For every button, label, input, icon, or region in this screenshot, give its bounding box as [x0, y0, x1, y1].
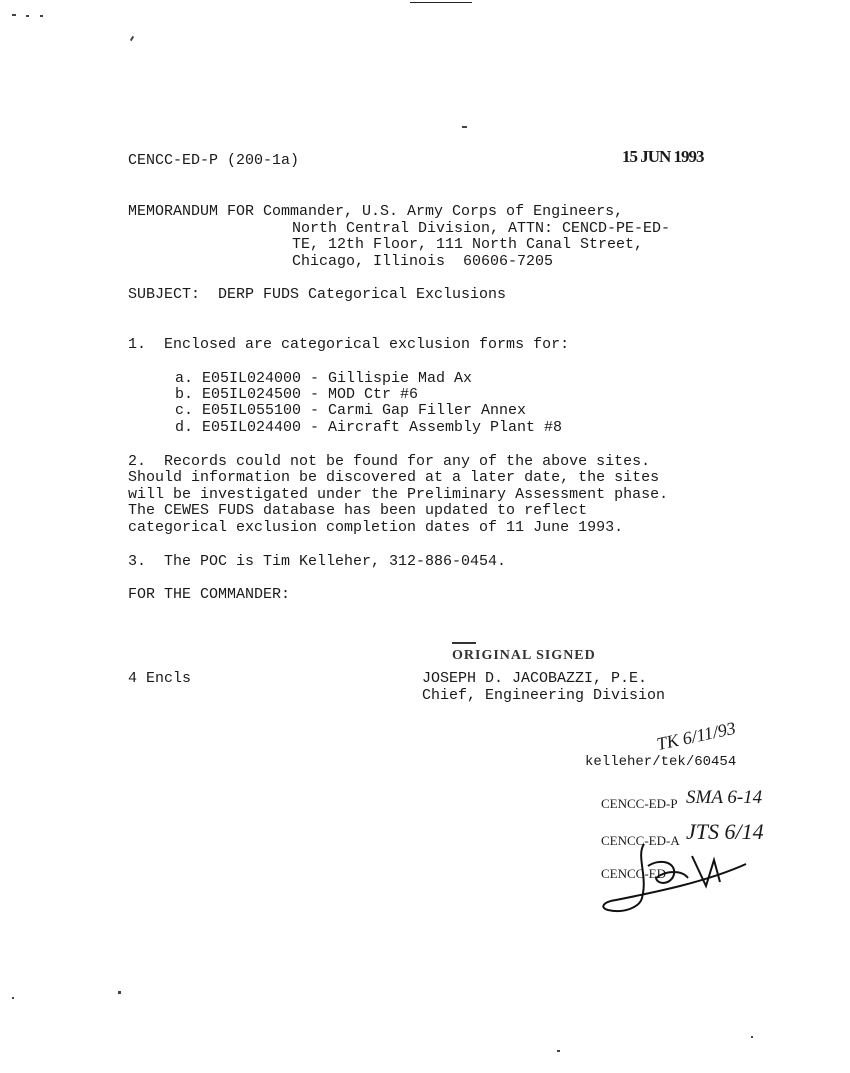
coord-office-2: CENCC-ED-A [601, 833, 680, 848]
site-item-d: d. E05IL024400 - Aircraft Assembly Plant #8 [175, 419, 563, 436]
signer-name: JOSEPH D. JACOBAZZI, P.E. [422, 670, 648, 687]
scan-line [410, 2, 472, 3]
coord-office-3: CENCC-ED [601, 866, 666, 881]
site-item-c: c. E05IL055100 - Carmi Gap Filler Annex [175, 402, 527, 419]
scan-speck [130, 36, 134, 41]
for-the-commander: FOR THE COMMANDER: [128, 586, 291, 603]
paragraph-3: 3. The POC is Tim Kelleher, 312-886-0454. [128, 553, 507, 570]
paragraph-2-line: 2. Records could not be found for any of the above sites. [128, 453, 651, 470]
coord-initials-1: SMA 6-14 [686, 787, 763, 808]
addressee-line-3: TE, 12th Floor, 111 North Canal Street, [292, 236, 644, 253]
signer-title: Chief, Engineering Division [422, 687, 666, 704]
handwritten-signature-scribble [596, 819, 796, 916]
paragraph-2-line: categorical exclusion completion dates of 11 June 1993. [128, 519, 624, 536]
memorandum-for-line: MEMORANDUM FOR Commander, U.S. Army Corps of Engineers, [128, 203, 624, 220]
author-line: kelleher/tek/60454 [585, 754, 737, 770]
stamp-strike-line [452, 642, 476, 644]
paragraph-2-line: The CEWES FUDS database has been updated to reflect [128, 502, 588, 519]
enclosures: 4 Encls [128, 670, 192, 687]
paragraph-2-line: will be investigated under the Preliminary Assessment phase. [128, 486, 669, 503]
site-item-b: b. E05IL024500 - MOD Ctr #6 [175, 386, 419, 403]
handwritten-initials-date: TK 6/11/93 [654, 717, 738, 755]
office-symbol: CENCC-ED-P (200-1a) [128, 152, 300, 169]
addressee-line-2: North Central Division, ATTN: CENCD-PE-ED- [292, 220, 671, 237]
scan-speck [40, 15, 43, 17]
scan-speck [557, 1050, 560, 1052]
site-item-a: a. E05IL024000 - Gillispie Mad Ax [175, 370, 473, 387]
subject-line: SUBJECT: DERP FUDS Categorical Exclusions [128, 286, 507, 303]
scan-speck [26, 15, 29, 17]
scan-speck [751, 1036, 753, 1038]
scan-speck [12, 997, 14, 999]
coord-initials-2: JTS 6/14 [686, 819, 764, 844]
date-stamp: 15 JUN 1993 [622, 147, 704, 166]
scan-speck [118, 991, 121, 994]
coord-office-1: CENCC-ED-P [601, 796, 678, 811]
scan-speck [462, 126, 467, 128]
paragraph-1: 1. Enclosed are categorical exclusion forms for: [128, 336, 570, 353]
original-signed-stamp: ORIGINAL SIGNED [452, 648, 596, 663]
addressee-line-4: Chicago, Illinois 60606-7205 [292, 253, 554, 270]
scan-speck [12, 14, 16, 16]
paragraph-2-line: Should information be discovered at a later date, the sites [128, 469, 660, 486]
